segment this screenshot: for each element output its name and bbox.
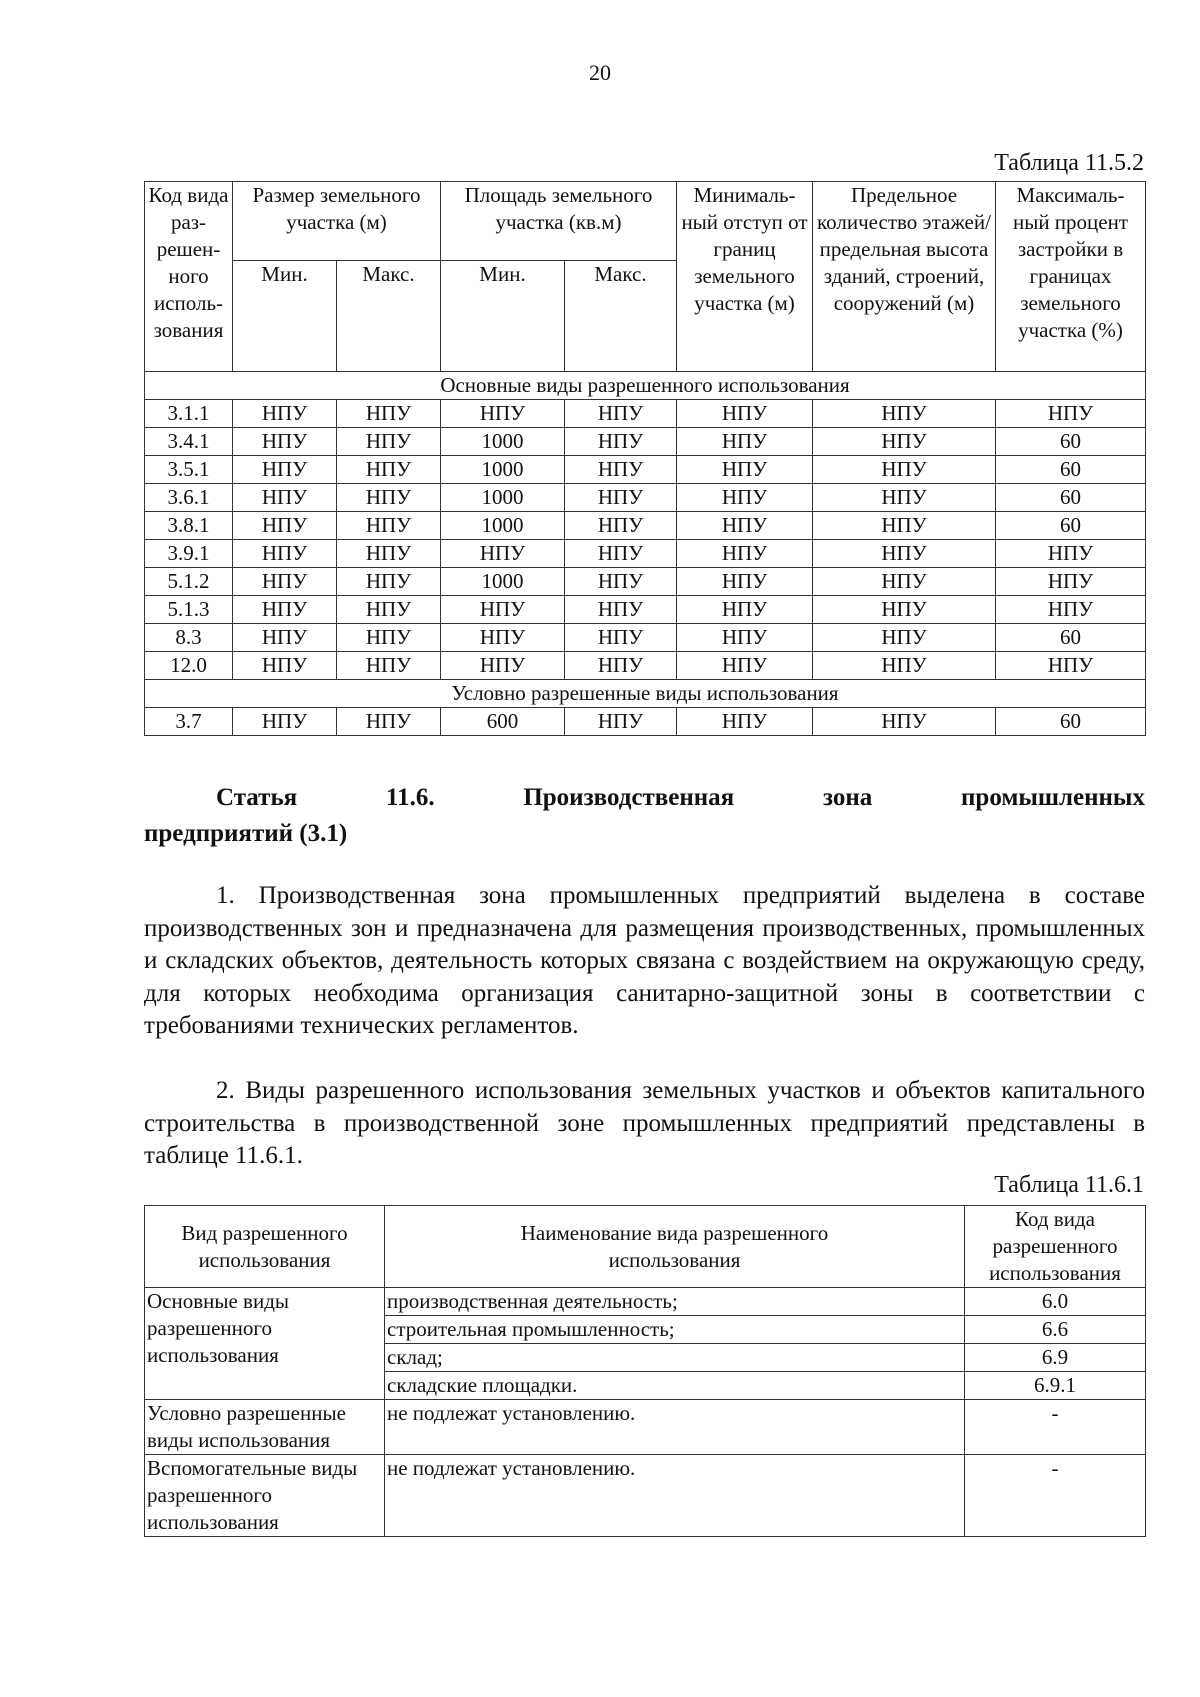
heading-word: промышленных — [961, 784, 1145, 811]
table-cell: НПУ — [441, 400, 565, 428]
table-cell: НПУ — [337, 456, 441, 484]
table-cell: НПУ — [565, 512, 677, 540]
row-code: 3.7 — [145, 708, 233, 736]
use-code: 6.9 — [965, 1344, 1146, 1372]
table-cell: НПУ — [565, 400, 677, 428]
table-cell: 600 — [441, 708, 565, 736]
header-code: Код вида раз- решен- ного исполь- зования — [145, 182, 233, 372]
heading-line2: предприятий (3.1) — [144, 820, 348, 847]
table-cell: НПУ — [565, 484, 677, 512]
table-cell: НПУ — [996, 568, 1146, 596]
table-cell: НПУ — [677, 484, 813, 512]
use-code: - — [965, 1455, 1146, 1537]
table-cell: НПУ — [565, 596, 677, 624]
table-cell: НПУ — [813, 484, 996, 512]
table-row — [145, 456, 1146, 484]
table-row — [145, 568, 1146, 596]
row-code: 3.8.1 — [145, 512, 233, 540]
section-row-main — [145, 372, 1146, 400]
section-row-conditional — [145, 680, 1146, 708]
table-cell: НПУ — [677, 512, 813, 540]
table-cell: НПУ — [233, 708, 337, 736]
table-cell: НПУ — [233, 540, 337, 568]
table-cell: 60 — [996, 512, 1146, 540]
use-code: 6.6 — [965, 1316, 1146, 1344]
heading-word: Производственная — [523, 784, 735, 811]
header-area-min: Мин. — [441, 261, 565, 372]
table-cell: 60 — [996, 484, 1146, 512]
row-code: 8.3 — [145, 624, 233, 652]
article-heading — [144, 780, 1145, 852]
paragraph-2-text: 2. Виды разрешенного использования земельных участков и объектов капитального строительства в производственной зоне промышленных предприятий представлены в таблице 11.6.1. — [144, 1077, 1145, 1169]
table-cell: НПУ — [233, 428, 337, 456]
table-cell: НПУ — [813, 512, 996, 540]
header-setback: Минималь- ный отступ от границ земельного участка (м) — [677, 182, 813, 372]
table-cell: НПУ — [565, 708, 677, 736]
use-code: 6.9.1 — [965, 1372, 1146, 1400]
paragraph-1 — [144, 880, 1145, 1043]
row-code: 3.5.1 — [145, 456, 233, 484]
table-cell: НПУ — [337, 624, 441, 652]
row-code: 5.1.3 — [145, 596, 233, 624]
paragraph-1-text: 1. Производственная зона промышленных предприятий выделена в составе производственных зон и предназначена для размещения производственных, промышленных и складских объектов, деятельность которых связана с воздействием на окружающую среду, для которых необходима организация санитарно-защитной зоны в соответствии с требованиями технических регламентов. — [144, 882, 1145, 1039]
table-cell: НПУ — [337, 596, 441, 624]
table-cell: НПУ — [813, 624, 996, 652]
table-cell: НПУ — [677, 456, 813, 484]
table-cell: НПУ — [565, 652, 677, 680]
header-size: Размер земельного участка (м) — [233, 182, 441, 261]
table-cell: НПУ — [677, 568, 813, 596]
table-cell: 1000 — [441, 568, 565, 596]
table-row — [145, 1400, 1146, 1455]
table-cell: НПУ — [565, 624, 677, 652]
table-cell: НПУ — [813, 540, 996, 568]
use-name: производственная деятельность; — [385, 1288, 965, 1316]
header-size-max: Макс. — [337, 261, 441, 372]
row-code: 3.4.1 — [145, 428, 233, 456]
table-cell: НПУ — [996, 596, 1146, 624]
table-cell: НПУ — [441, 652, 565, 680]
table-11-6-1 — [144, 1205, 1146, 1537]
header-coverage: Максималь- ный процент застройки в границах земельного участка (%) — [996, 182, 1146, 372]
table-cell: НПУ — [337, 708, 441, 736]
table-cell: НПУ — [996, 400, 1146, 428]
table-cell: НПУ — [337, 512, 441, 540]
table-cell: НПУ — [996, 652, 1146, 680]
use-name: не подлежат установлению. — [385, 1455, 965, 1537]
table-row — [145, 512, 1146, 540]
table-cell: НПУ — [233, 400, 337, 428]
table-cell: НПУ — [233, 596, 337, 624]
table-caption-11-6-1: Таблица 11.6.1 — [994, 1172, 1144, 1198]
table-cell: 60 — [996, 456, 1146, 484]
table-cell: 1000 — [441, 456, 565, 484]
paragraph-2 — [144, 1075, 1145, 1173]
header-type: Вид разрешенного использования — [145, 1206, 385, 1288]
table-row — [145, 624, 1146, 652]
table-cell: НПУ — [441, 540, 565, 568]
table-cell: 1000 — [441, 428, 565, 456]
table-row — [145, 652, 1146, 680]
table-cell: НПУ — [677, 428, 813, 456]
table-cell: НПУ — [441, 596, 565, 624]
table-cell: НПУ — [233, 484, 337, 512]
header-code: Код вида разрешенного использования — [965, 1206, 1146, 1288]
table-cell: НПУ — [813, 596, 996, 624]
table-cell: НПУ — [813, 428, 996, 456]
row-code: 3.1.1 — [145, 400, 233, 428]
table-cell: НПУ — [233, 568, 337, 596]
table-cell: 1000 — [441, 484, 565, 512]
table-row — [145, 428, 1146, 456]
use-code: - — [965, 1400, 1146, 1455]
table-row — [145, 596, 1146, 624]
table-cell: НПУ — [337, 428, 441, 456]
section-main-label: Основные виды разрешенного использования — [145, 372, 1146, 400]
table-cell: НПУ — [233, 512, 337, 540]
section-conditional-label: Условно разрешенные виды использования — [145, 680, 1146, 708]
heading-word: 11.6. — [385, 784, 435, 811]
table-cell: 60 — [996, 708, 1146, 736]
table-cell: НПУ — [565, 456, 677, 484]
table-cell: НПУ — [996, 540, 1146, 568]
table-row — [145, 1288, 1146, 1316]
table-caption-11-5-2: Таблица 11.5.2 — [994, 150, 1144, 176]
row-code: 3.6.1 — [145, 484, 233, 512]
header-area: Площадь земельного участка (кв.м) — [441, 182, 677, 261]
heading-word: Статья — [216, 784, 298, 811]
table-cell: НПУ — [233, 652, 337, 680]
table-cell: НПУ — [337, 540, 441, 568]
row-code: 5.1.2 — [145, 568, 233, 596]
table-cell: НПУ — [677, 624, 813, 652]
use-name: склад; — [385, 1344, 965, 1372]
table-cell: НПУ — [677, 400, 813, 428]
table-cell: НПУ — [337, 400, 441, 428]
table-cell: НПУ — [565, 568, 677, 596]
table-cell: 60 — [996, 624, 1146, 652]
conditional-label: Условно разрешенные виды использования — [145, 1400, 385, 1455]
table-row — [145, 484, 1146, 512]
table-cell: НПУ — [565, 540, 677, 568]
table-cell: НПУ — [233, 624, 337, 652]
header-size-min: Мин. — [233, 261, 337, 372]
use-name: складские площадки. — [385, 1372, 965, 1400]
heading-word: зона — [822, 784, 873, 811]
table-header-row — [145, 182, 1146, 261]
table-11-5-2 — [144, 181, 1146, 736]
table-cell: НПУ — [337, 484, 441, 512]
header-name: Наименование вида разрешенного использования — [385, 1206, 965, 1288]
table-cell: НПУ — [677, 652, 813, 680]
table-cell: 1000 — [441, 512, 565, 540]
table-row — [145, 540, 1146, 568]
table-row — [145, 400, 1146, 428]
table-cell: НПУ — [233, 456, 337, 484]
table-cell: НПУ — [677, 708, 813, 736]
table-cell: НПУ — [813, 456, 996, 484]
table-row — [145, 708, 1146, 736]
table-cell: 60 — [996, 428, 1146, 456]
row-code: 12.0 — [145, 652, 233, 680]
table-row — [145, 1455, 1146, 1537]
table-cell: НПУ — [337, 568, 441, 596]
row-code: 3.9.1 — [145, 540, 233, 568]
table-cell: НПУ — [813, 568, 996, 596]
table2-header-row — [145, 1206, 1146, 1288]
table-cell: НПУ — [813, 652, 996, 680]
table-cell: НПУ — [441, 624, 565, 652]
main-label: Основные виды разрешенного использования — [145, 1288, 385, 1400]
use-name: не подлежат установлению. — [385, 1400, 965, 1455]
table-cell: НПУ — [565, 428, 677, 456]
page-number: 20 — [589, 60, 611, 85]
table-cell: НПУ — [337, 652, 441, 680]
use-code: 6.0 — [965, 1288, 1146, 1316]
table-cell: НПУ — [677, 596, 813, 624]
table-cell: НПУ — [813, 400, 996, 428]
use-name: строительная промышленность; — [385, 1316, 965, 1344]
table-cell: НПУ — [677, 540, 813, 568]
table-cell: НПУ — [813, 708, 996, 736]
header-area-max: Макс. — [565, 261, 677, 372]
header-floors: Предельное количество этажей/ предельная высота зданий, строений, сооружений (м) — [813, 182, 996, 372]
auxiliary-label: Вспомогательные виды разрешенного использования — [145, 1455, 385, 1537]
